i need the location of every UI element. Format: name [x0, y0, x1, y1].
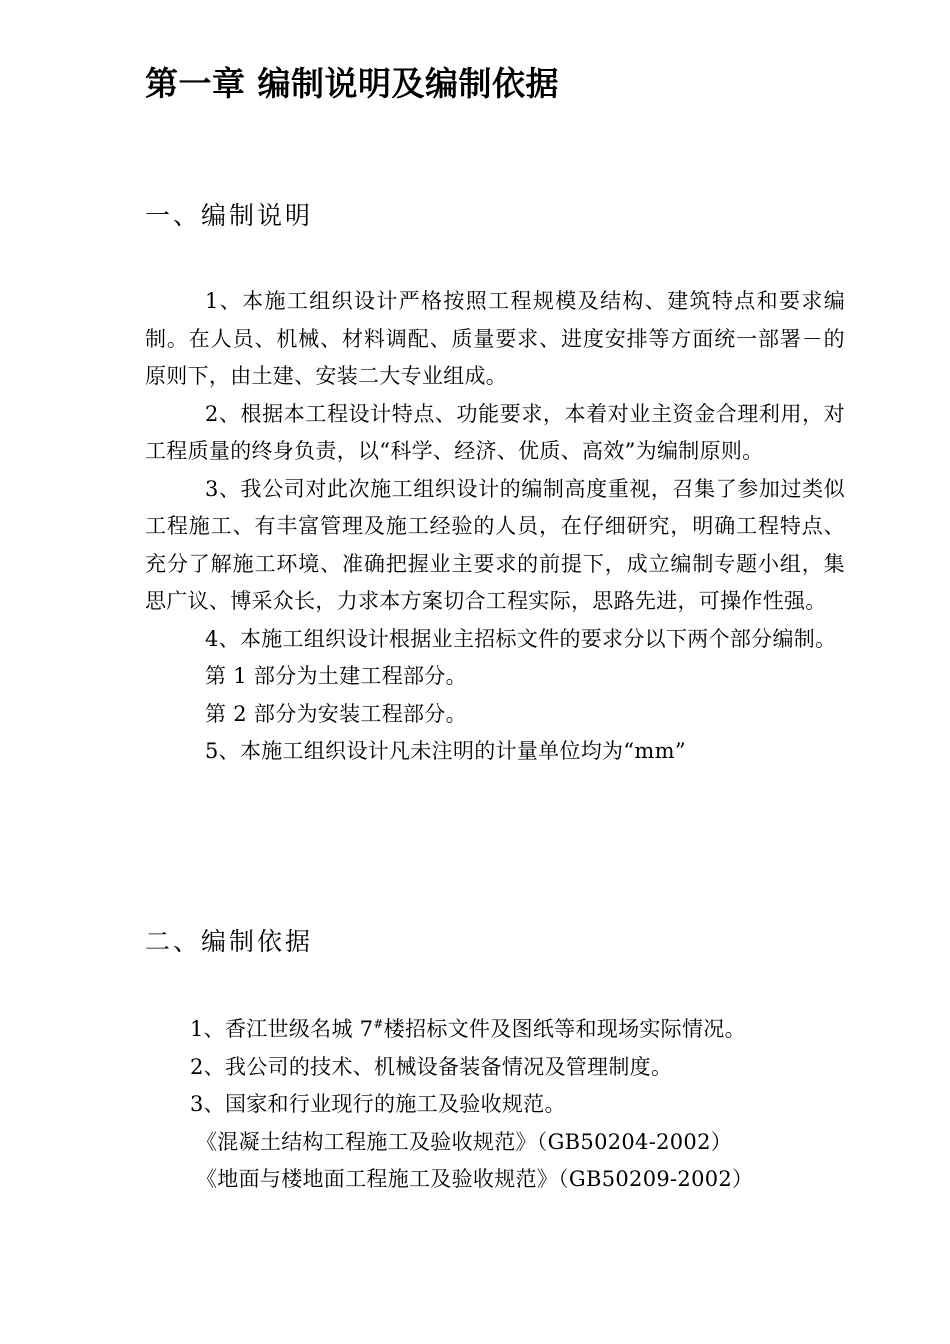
standard-item-1: 《混凝土结构工程施工及验收规范》（GB50204-2002） [196, 1129, 733, 1154]
paragraph-1: 1、本施工组织设计严格按照工程规模及结构、建筑特点和要求编制。在人员、机械、材料调配、质量要求、进度安排等方面统一部署－的原则下，由土建、安装二大专业组成。 [145, 289, 845, 388]
basis-item-2: 2、我公司的技术、机械设备装备情况及管理制度。 [190, 1054, 673, 1079]
part-2-line: 第 2 部分为安装工程部分。 [205, 701, 467, 726]
basis-item-3: 3、国家和行业现行的施工及验收规范。 [190, 1092, 566, 1116]
section-heading-compilation-basis: 二、编制依据 [145, 927, 314, 956]
paragraph-3: 3、我公司对此次施工组织设计的编制高度重视，召集了参加过类似工程施工、有丰富管理及施工经验的人员，在仔细研究，明确工程特点、充分了解施工环境、准确把握业主要求的前提下，成立编制专题小组，集思广议、博采众长，力求本方案切合工程实际，思路先进，可操作性强。 [145, 476, 845, 613]
section-heading-compilation-notes: 一、编制说明 [145, 201, 314, 230]
chapter-title: 第一章 编制说明及编制依据 [145, 64, 559, 103]
basis-item-1-text-end: 楼招标文件及图纸等和现场实际情况。 [383, 1017, 746, 1041]
basis-item-1 [190, 1011, 890, 1049]
part-1-line: 第 1 部分为土建工程部分。 [205, 664, 467, 688]
standard-item-2: 《地面与楼地面工程施工及验收规范》（GB50209-2002） [196, 1167, 754, 1191]
paragraph-2: 2、根据本工程设计特点、功能要求，本着对业主资金合理利用，对工程质量的终身负责，以“科学、经济、优质、高效”为编制原则。 [145, 401, 845, 463]
paragraph-4: 4、本施工组织设计根据业主招标文件的要求分以下两个部分编制。 [205, 626, 837, 651]
compilation-basis-body [190, 1011, 890, 1199]
basis-item-1-sup: # [373, 1017, 384, 1031]
basis-item-1-text: 1、香江世级名城 7 [190, 1017, 374, 1041]
compilation-notes-body [145, 283, 845, 771]
paragraph-5: 5、本施工组织设计凡未注明的计量单位均为“mm” [205, 739, 686, 763]
